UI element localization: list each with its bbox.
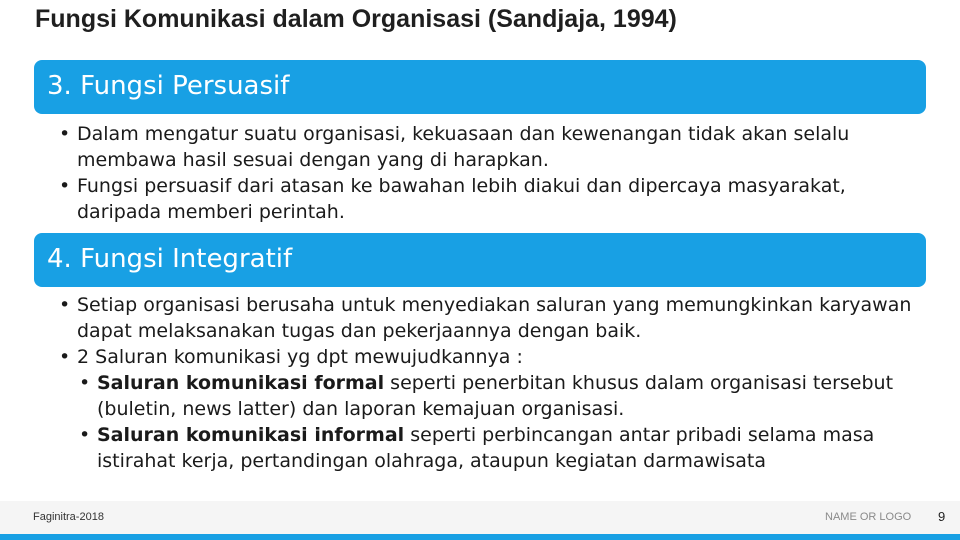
list-item: • Dalam mengatur suatu organisasi, kekuasaan dan kewenangan tidak akan selalu membawa hasil sesuai dengan yang di harapkan. <box>57 121 917 173</box>
bullet-list-persuasif <box>57 121 917 225</box>
sub-item-text: seperti penerbitan khusus dalam organisasi tersebut (buletin, news latter) dan laporan kemajuan organisasi. <box>97 372 894 420</box>
bold-term: Saluran komunikasi informal <box>97 424 405 446</box>
section-header-persuasif <box>34 60 926 114</box>
section-header-integratif <box>34 233 926 287</box>
list-item: • Fungsi persuasif dari atasan ke bawahan lebih diakui dan dipercaya masyarakat, daripada memberi perintah. <box>57 173 917 225</box>
footer-bar <box>0 501 960 534</box>
bottom-accent-line <box>0 534 960 540</box>
list-item-text: 2 Saluran komunikasi yg dpt mewujudkannya : <box>77 346 523 368</box>
page-number: 9 <box>938 509 946 524</box>
list-item: • Setiap organisasi berusaha untuk menyediakan saluran yang memungkinkan karyawan dapat melaksanakan tugas dan pekerjaannya dengan baik. <box>57 292 917 344</box>
slide-title: Fungsi Komunikasi dalam Organisasi (Sandjaja, 1994) <box>35 5 677 33</box>
sub-list-item <box>77 422 917 474</box>
section-heading: 3. Fungsi Persuasif <box>47 71 290 101</box>
sub-list-item <box>77 370 917 422</box>
sub-item-text: seperti perbincangan antar pribadi selama masa istirahat kerja, pertandingan olahraga, ataupun kegiatan darmawisata <box>97 424 875 472</box>
list-item <box>57 344 917 474</box>
sub-bullet-list <box>77 370 917 474</box>
footer-author: Faginitra-2018 <box>33 511 104 523</box>
bullet-list-integratif <box>57 292 917 474</box>
section-heading: 4. Fungsi Integratif <box>47 244 293 274</box>
bold-term: Saluran komunikasi formal <box>97 372 385 394</box>
footer-logo-placeholder: NAME OR LOGO <box>825 511 912 523</box>
